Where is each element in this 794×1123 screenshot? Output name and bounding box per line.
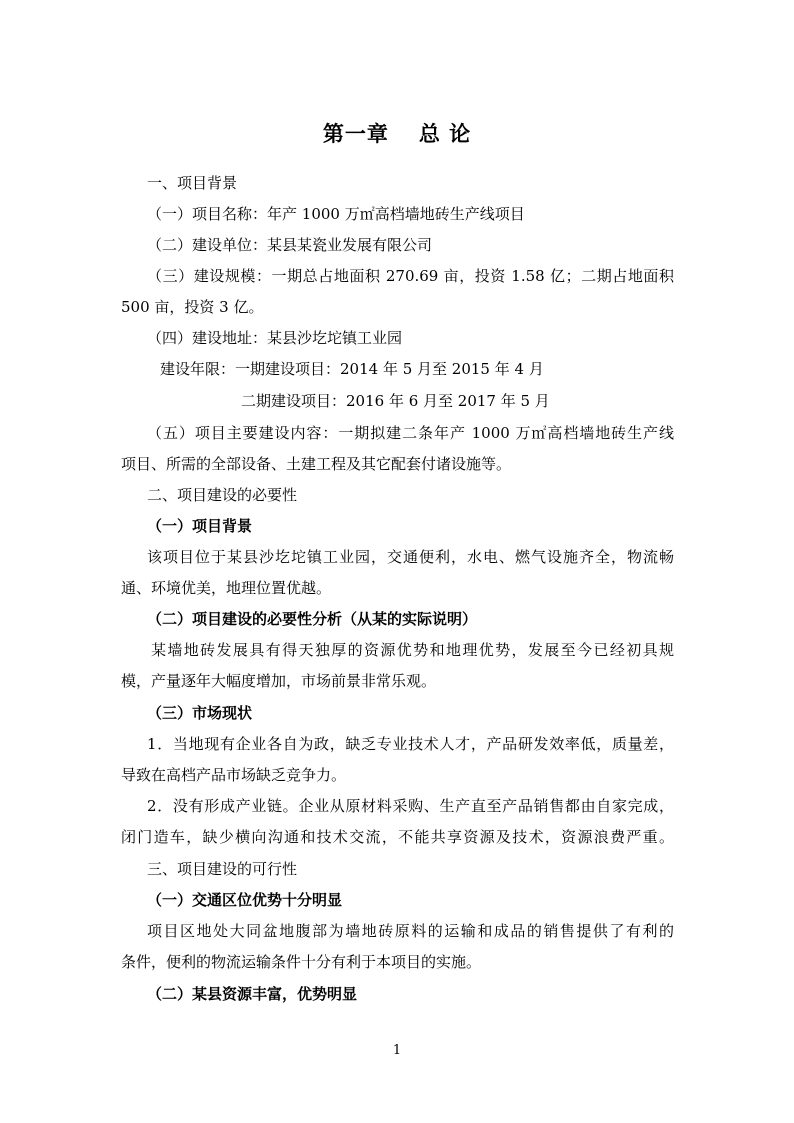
subsection-heading: （一）项目背景 <box>147 517 253 535</box>
section-heading: 二、项目建设的必要性 <box>147 486 298 504</box>
paragraph-line: 二期建设项目：2016 年 6 月至 2017 年 5 月 <box>241 392 550 410</box>
subsection-heading: （一）交通区位优势十分明显 <box>147 891 343 909</box>
chapter-title-main: 第一章 <box>322 121 389 146</box>
paragraph-line: 1．当地现有企业各自为政，缺乏专业技术人才，产品研发效率低，质量差， <box>147 735 674 753</box>
paragraph-line: 某墙地砖发展具有得天独厚的资源优势和地理优势，发展至今已经初具规 <box>151 641 674 659</box>
paragraph-line: （三）建设规模：一期总占地面积 270.69 亩，投资 1.58 亿；二期占地面积 <box>147 267 674 285</box>
paragraph-line: 条件，便利的物流运输条件十分有利于本项目的实施。 <box>121 953 482 971</box>
paragraph-line: 模，产量逐年大幅度增加，市场前景非常乐观。 <box>121 672 437 690</box>
paragraph-line: 导致在高档产品市场缺乏竞争力。 <box>121 766 347 784</box>
section-heading: 一、项目背景 <box>147 174 238 192</box>
chapter-title-sub: 总 论 <box>418 121 472 146</box>
subsection-heading: （二）某县资源丰富，优势明显 <box>147 985 358 1003</box>
paragraph-line: （二）建设单位：某县某瓷业发展有限公司 <box>147 236 433 254</box>
section-heading: 三、项目建设的可行性 <box>147 860 298 878</box>
paragraph-line: 项目、所需的全部设备、土建工程及其它配套付诸设施等。 <box>121 455 512 473</box>
paragraph-line: 项目区地处大同盆地腹部为墙地砖原料的运输和成品的销售提供了有利的 <box>147 922 674 940</box>
paragraph-line: （四）建设地址：某县沙圪坨镇工业园 <box>147 329 403 347</box>
paragraph-line: 通、环境优美，地理位置优越。 <box>121 579 332 597</box>
paragraph-line: 建设年限：一期建设项目：2014 年 5 月至 2015 年 4 月 <box>160 360 544 378</box>
paragraph-line: 该项目位于某县沙圪坨镇工业园，交通便利，水电、燃气设施齐全，物流畅 <box>147 548 674 566</box>
chapter-title <box>0 118 794 148</box>
page-number: 1 <box>392 1043 402 1058</box>
paragraph-line: （五）项目主要建设内容：一期拟建二条年产 1000 万㎡高档墙地砖生产线 <box>147 424 674 442</box>
subsection-heading: （三）市场现状 <box>147 704 253 722</box>
paragraph-line: 500 亩，投资 3 亿。 <box>121 298 264 316</box>
paragraph-line: 2．没有形成产业链。企业从原材料采购、生产直至产品销售都由自家完成， <box>147 797 674 815</box>
paragraph-line: 闭门造车，缺少横向沟通和技术交流，不能共享资源及技术，资源浪费严重。 <box>121 828 674 846</box>
subsection-heading: （二）项目建设的必要性分析（从某的实际说明） <box>147 610 478 628</box>
paragraph-line: （一）项目名称：年产 1000 万㎡高档墙地砖生产线项目 <box>147 205 525 223</box>
